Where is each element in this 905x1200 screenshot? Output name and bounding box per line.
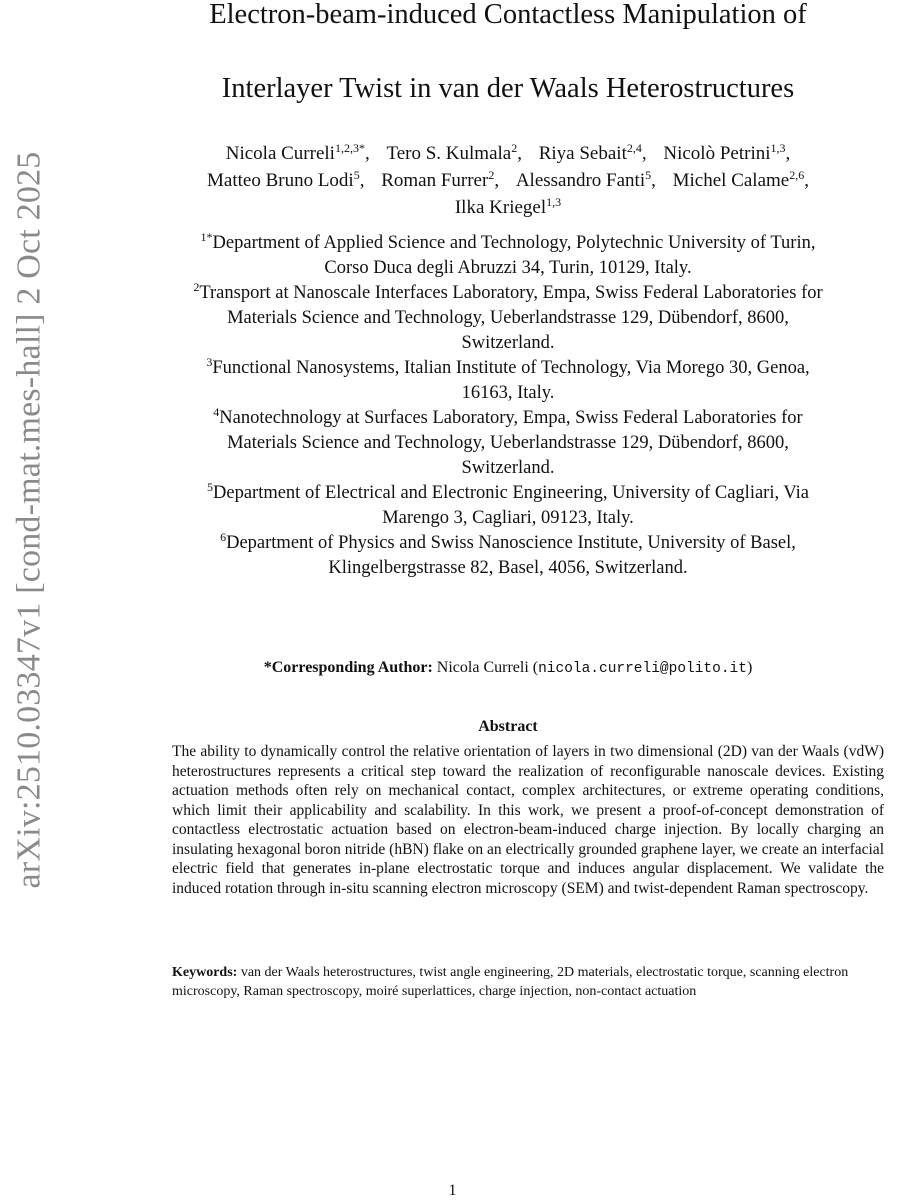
corresponding-author-label: *Corresponding Author:: [263, 659, 433, 676]
affiliation-line: Marengo 3, Cagliari, 09123, Italy.: [382, 508, 634, 528]
affiliation-line: [128, 406, 888, 431]
affiliation-marker: 1*: [200, 230, 213, 244]
author: [207, 170, 364, 191]
keywords-section: [172, 964, 884, 1001]
affiliation-line: Switzerland.: [461, 333, 555, 353]
abstract-heading-wrap: [150, 718, 905, 736]
author-affiliation-marker: 1,3: [546, 195, 562, 209]
affiliation: [128, 356, 888, 406]
affiliation-line: [128, 531, 888, 556]
affiliation-line: Materials Science and Technology, Ueberlandstrasse 129, Dübendorf, 8600,: [227, 308, 789, 328]
author-separator: ,: [494, 170, 500, 191]
affiliation-line: [128, 231, 888, 256]
affiliation-line: [128, 356, 888, 381]
author-affiliation-marker: 2,6: [789, 168, 805, 182]
author: [226, 143, 370, 164]
corresponding-author-email[interactable]: nicola.curreli@polito.it: [538, 661, 747, 677]
author-affiliation-marker: 2,4: [626, 141, 642, 155]
affiliation-marker: 6: [220, 530, 227, 544]
affiliation-marker: 3: [206, 355, 213, 369]
author: [663, 143, 790, 164]
affiliation-text: Department of Applied Science and Technology, Polytechnic University of Turin,: [212, 233, 816, 253]
affiliation-marker: 2: [193, 280, 200, 294]
arxiv-identifier-text: arXiv:2510.03347v1 [cond-mat.mes-hall] 2 Oct 2025: [10, 151, 47, 889]
affiliation-text: Nanotechnology at Surfaces Laboratory, Empa, Swiss Federal Laboratories for: [219, 408, 803, 428]
author-separator: ,: [804, 170, 809, 191]
affiliation-text: Department of Physics and Swiss Nanoscience Institute, University of Basel,: [226, 533, 796, 553]
author-name: Tero S. Kulmala: [386, 143, 512, 164]
affiliation-line: Klingelbergstrasse 82, Basel, 4056, Switzerland.: [328, 558, 688, 578]
author: [539, 143, 647, 164]
author-row-3: [128, 194, 888, 221]
affiliation: [128, 231, 888, 281]
author-name: Ilka Kriegel: [454, 197, 547, 218]
author-separator: ,: [651, 170, 656, 191]
author-name: Roman Furrer: [381, 170, 489, 191]
abstract-heading: Abstract: [478, 718, 538, 735]
title-line-1: Electron-beam-induced Contactless Manipulation of: [209, 0, 807, 30]
author-separator: ,: [785, 143, 791, 164]
affiliation: [128, 281, 888, 356]
affiliation-text: Functional Nanosystems, Italian Institute of Technology, Via Morego 30, Genoa,: [212, 358, 810, 378]
author-name: Alessandro Fanti: [515, 170, 646, 191]
author-separator: ,: [517, 143, 522, 164]
author-separator: ,: [359, 170, 365, 191]
affiliation-text: Department of Electrical and Electronic Engineering, University of Cagliari, Via: [213, 483, 809, 503]
affiliation-line: Corso Duca degli Abruzzi 34, Turin, 10129, Italy.: [324, 258, 692, 278]
affiliation: [128, 406, 888, 481]
paper-page: [150, 0, 905, 677]
author-name: Nicola Curreli: [225, 143, 335, 164]
affiliation-line: [128, 481, 888, 506]
author-separator: ,: [364, 143, 370, 164]
author: [381, 170, 499, 191]
author-name: Michel Calame: [672, 170, 790, 191]
affiliation-line: [128, 281, 888, 306]
abstract-section: [172, 742, 884, 898]
paper-title: [128, 0, 888, 126]
corresponding-author-name: Nicola Curreli: [436, 659, 529, 676]
abstract-text: The ability to dynamically control the relative orientation of layers in two dimensional (2D) van der Waals (vdW) heterostructures represents a critical step toward the realization of reconfigurable nanoscale devices. Existing actuation methods often rely on mechanical contact, complex architectures, or extreme operating conditions, which limit their applicability and scalability. In this work, we present a proof-of-concept demonstration of contactless electrostatic actuation based on electron-beam-induced charge injection. By locally charging an insulating hexagonal boron nitride (hBN) flake on an electrically grounded graphene layer, we create an interfacial electric field that generates in-plane electrostatic torque and induces angular displacement. We validate the induced rotation through in-situ scanning electron microscopy (SEM) and twist-dependent Raman spectroscopy.: [172, 743, 884, 897]
corresponding-author: *Corresponding Author: Nicola Curreli (nicola.curreli@polito.it): [263, 659, 753, 677]
author-affiliation-marker: 2: [511, 141, 518, 155]
author: [673, 170, 809, 191]
author-row-1: [128, 140, 888, 167]
author-separator: ,: [641, 143, 647, 164]
affiliation-marker: 5: [207, 480, 213, 494]
affiliation: [128, 481, 888, 531]
arxiv-identifier-stamp: [6, 120, 52, 920]
affiliation: [128, 531, 888, 581]
page-number: 1: [448, 1182, 457, 1199]
author-name: Matteo Bruno Lodi: [207, 170, 354, 191]
author-affiliation-marker: 5: [645, 168, 652, 182]
title-line-2: Interlayer Twist in van der Waals Heterostructures: [221, 73, 795, 104]
author-affiliation-marker: 1,2,3*: [334, 141, 365, 155]
author-affiliation-marker: 5: [353, 168, 360, 182]
author-affiliation-marker: 2: [488, 168, 495, 182]
author: [386, 143, 522, 164]
author-affiliation-marker: 1,3: [770, 141, 786, 155]
author-name: Riya Sebait: [538, 143, 627, 164]
affiliation-marker: 4: [213, 405, 220, 419]
author-row-2: [128, 167, 888, 194]
affiliation-line: Switzerland.: [461, 458, 555, 478]
keywords-text: van der Waals heterostructures, twist angle engineering, 2D materials, electrostatic torque, scanning electron microscopy, Raman spectroscopy, moiré superlattices, charge injection, non-contact actuation: [172, 965, 849, 999]
affiliation-list: [128, 231, 888, 581]
author-name: Nicolò Petrini: [663, 143, 771, 164]
affiliation-line: 16163, Italy.: [461, 383, 555, 403]
affiliation-line: Materials Science and Technology, Ueberlandstrasse 129, Dübendorf, 8600,: [227, 433, 789, 453]
keywords-label: Keywords:: [172, 965, 238, 980]
author-list: [128, 140, 888, 221]
author: [516, 170, 656, 191]
affiliation-text: Transport at Nanoscale Interfaces Laboratory, Empa, Swiss Federal Laboratories for: [199, 283, 823, 303]
author: [455, 197, 561, 218]
